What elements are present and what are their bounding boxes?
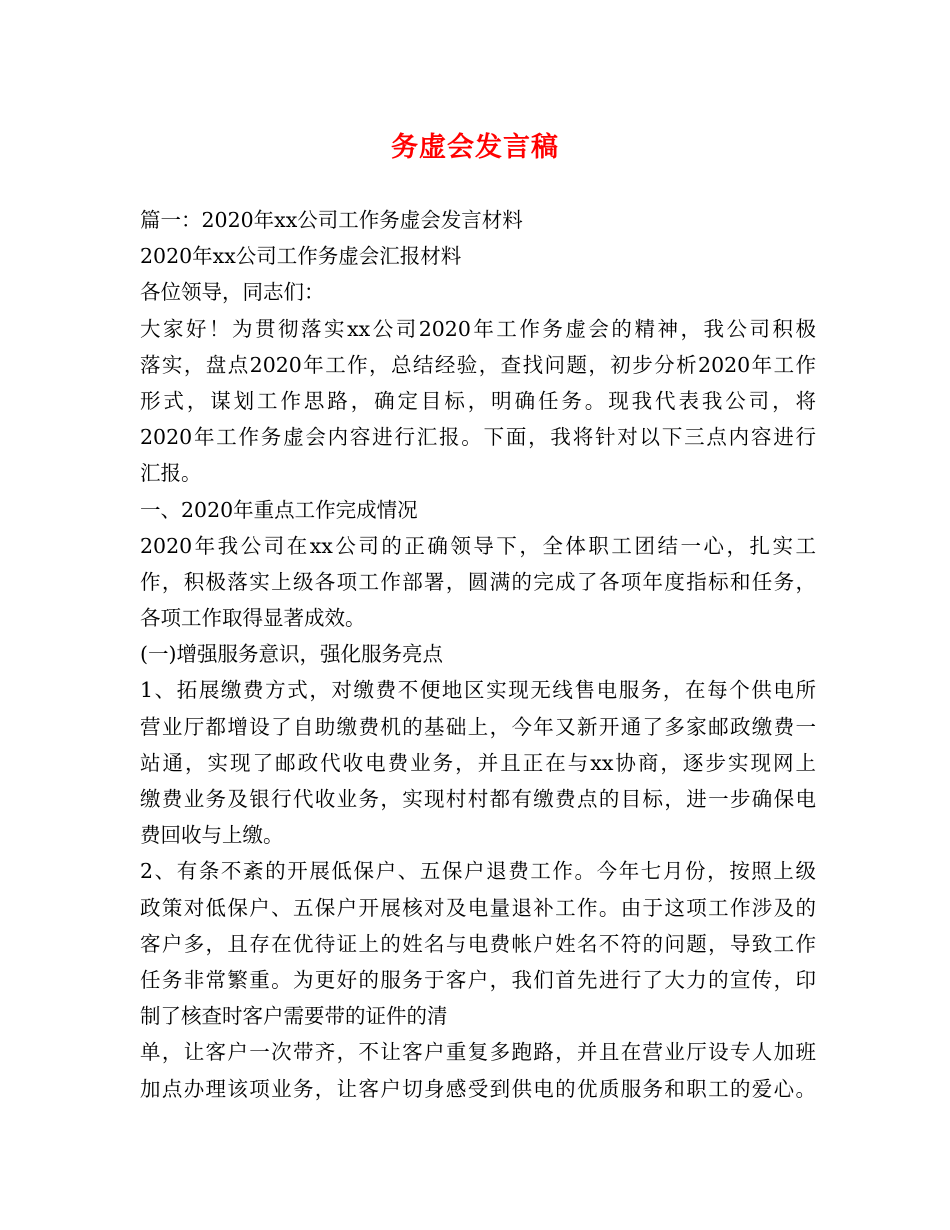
page-title: 务虚会发言稿 bbox=[391, 132, 559, 163]
paragraph-line: 单，让客户一次带齐，不让客户重复多跑路，并且在营业厅设专人加班 bbox=[140, 1040, 816, 1065]
paragraph-line: 政策对低保户、五保户开展核对及电量退补工作。由于这项工作涉及的 bbox=[140, 895, 816, 920]
document-body bbox=[140, 202, 816, 1107]
section-heading: 一、2020年重点工作完成情况 bbox=[140, 497, 418, 522]
subsection-heading: (一)增强服务意识，强化服务亮点 bbox=[140, 642, 443, 667]
paragraph-line: 形式，谋划工作思路，确定目标，明确任务。现我代表我公司，将 bbox=[140, 388, 816, 413]
paragraph-line: 汇报。 bbox=[140, 461, 202, 486]
paragraph-line: 作，积极落实上级各项工作部署，圆满的完成了各项年度指标和任务， bbox=[140, 569, 816, 594]
paragraph-line: 2、有条不紊的开展低保户、五保户退费工作。今年七月份，按照上级 bbox=[140, 859, 816, 884]
paragraph-line: 任务非常繁重。为更好的服务于客户，我们首先进行了大力的宣传，印 bbox=[140, 967, 816, 992]
paragraph-line: 站通，实现了邮政代收电费业务，并且正在与xx协商，逐步实现网上 bbox=[140, 750, 816, 775]
paragraph-line: 缴费业务及银行代收业务，实现村村都有缴费点的目标，进一步确保电 bbox=[140, 787, 816, 811]
paragraph-line: 大家好！为贯彻落实xx公司2020年工作务虚会的精神，我公司积极 bbox=[140, 316, 816, 341]
section-heading: 篇一：2020年xx公司工作务虚会发言材料 bbox=[140, 208, 523, 232]
paragraph-line: 2020年工作务虚会内容进行汇报。下面，我将针对以下三点内容进行 bbox=[140, 425, 816, 450]
paragraph-line: 费回收与上缴。 bbox=[140, 823, 284, 848]
paragraph-line: 2020年我公司在xx公司的正确领导下，全体职工团结一心，扎实工 bbox=[140, 533, 816, 558]
paragraph-line: 制了核查时客户需要带的证件的清 bbox=[140, 1004, 448, 1029]
paragraph-line: 落实，盘点2020年工作，总结经验，查找问题，初步分析2020年工作 bbox=[140, 352, 816, 377]
subheading: 2020年xx公司工作务虚会汇报材料 bbox=[140, 244, 462, 269]
paragraph-line: 各项工作取得显著成效。 bbox=[140, 606, 366, 631]
paragraph-line: 营业厅都增设了自助缴费机的基础上，今年又新开通了多家邮政缴费一 bbox=[140, 714, 816, 739]
paragraph-line: 1、拓展缴费方式，对缴费不便地区实现无线售电服务，在每个供电所 bbox=[140, 678, 816, 703]
paragraph-line: 加点办理该项业务，让客户切身感受到供电的优质服务和职工的爱心。 bbox=[140, 1076, 816, 1101]
paragraph-line: 客户多，且存在优待证上的姓名与电费帐户姓名不符的问题，导致工作 bbox=[140, 931, 816, 956]
salutation: 各位领导，同志们： bbox=[140, 280, 325, 305]
